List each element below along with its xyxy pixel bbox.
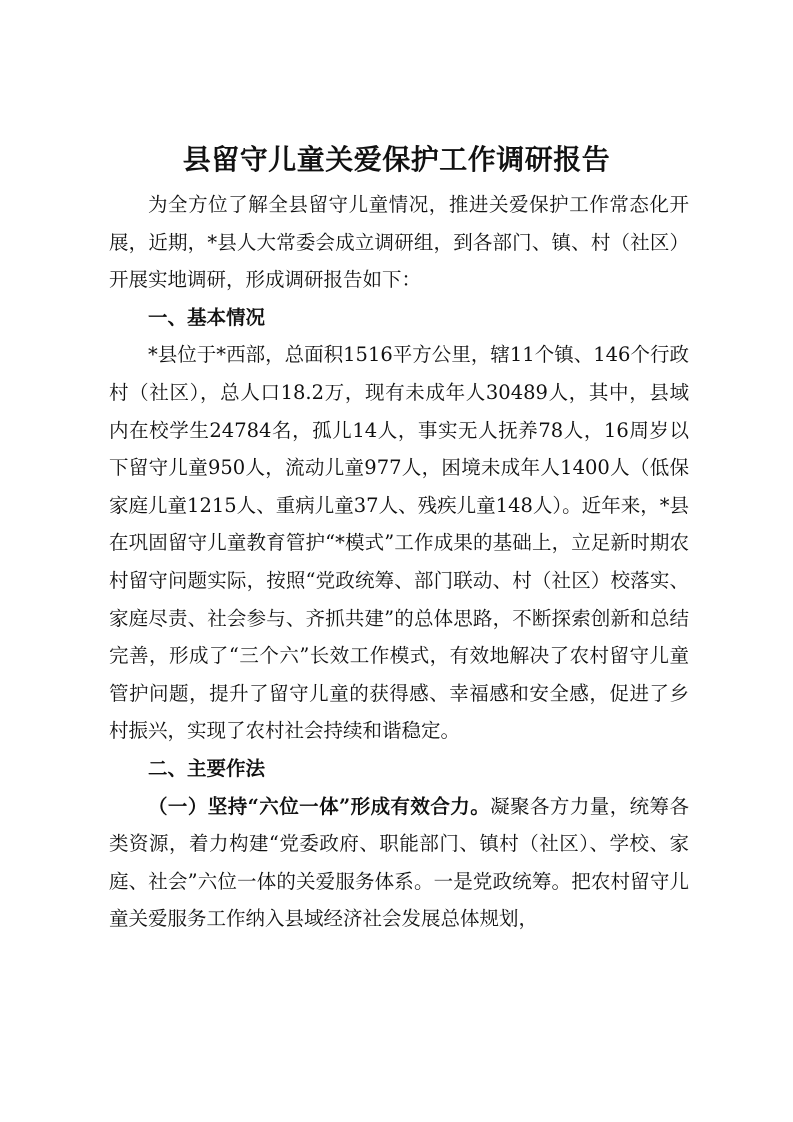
document-body — [109, 186, 689, 938]
basic-situation-paragraph: *县位于*西部，总面积1516平方公里，辖11个镇、146个行政村（社区），总人口18.2万，现有未成年人30489人，其中，县域内在校学生24784名，孤儿14人，事实无人抚养78人，16周岁以下留守儿童950人，流动儿童977人，困境未成年人1400人（低保家庭儿童1215人、重病儿童37人、残疾儿童148人）。近年来，*县在巩固留守儿童教育管护“*模式”工作成果的基础上，立足新时期农村留守问题实际，按照“党政统筹、部门联动、村（社区）校落实、家庭尽责、社会参与、齐抓共建”的总体思路，不断探索创新和总结完善，形成了“三个六”长效工作模式，有效地解决了农村留守儿童管护问题，提升了留守儿童的获得感、幸福感和安全感，促进了乡村振兴，实现了农村社会持续和谐稳定。 — [109, 343, 689, 743]
intro-paragraph: 为全方位了解全县留守儿童情况，推进关爱保护工作常态化开展，近期，*县人大常委会成立调研组，到各部门、镇、村（社区）开展实地调研，形成调研报告如下： — [109, 193, 689, 292]
subsection-text-six-in-one: 凝聚各方力量，统筹各类资源，着力构建“党委政府、职能部门、镇村（社区）、学校、家庭、社会”六位一体的关爱服务体系。一是党政统筹。把农村留守儿童关爱服务工作纳入县域经济社会发展总体规划， — [109, 794, 689, 931]
document-title: 县留守儿童关爱保护工作调研报告 — [182, 143, 611, 176]
section-heading-main-practices: 二、主要作法 — [148, 756, 266, 780]
main-practices-paragraph — [109, 788, 689, 938]
subsection-lead-six-in-one: （一）坚持“六位一体”形成有效合力。 — [148, 794, 491, 818]
section-heading-basic-situation: 一、基本情况 — [148, 305, 266, 329]
